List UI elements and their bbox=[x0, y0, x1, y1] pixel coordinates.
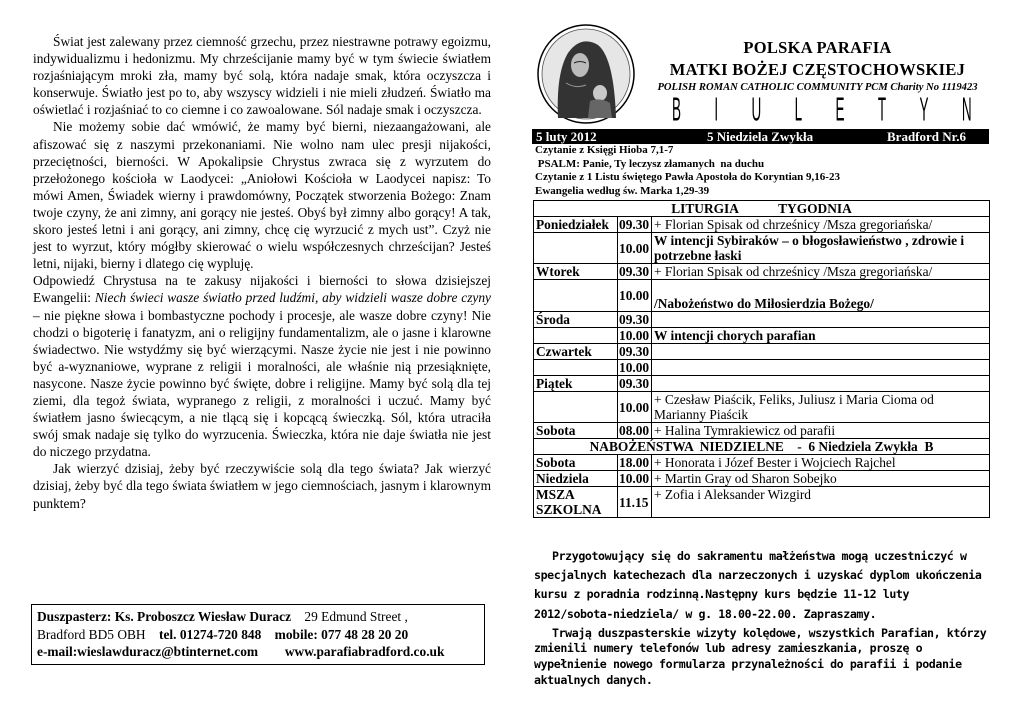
table-row bbox=[534, 328, 990, 344]
liturgy-table bbox=[533, 200, 990, 518]
title-line2: MATKI BOŻEJ CZĘSTOCHOWSKIEJ bbox=[669, 60, 966, 79]
day-cell: Niedziela bbox=[534, 471, 618, 487]
time-cell: 10.00 bbox=[618, 328, 652, 344]
table-row bbox=[534, 423, 990, 439]
announcement-course: Przygotowujący się do sakramentu małżeństwa mogą uczestniczyć w specjalnych katechezach dla narzeczonych i uzyskać dyplom ukończenia kursu z poradnia rodzinną.Następny kurs będzie 11-12 luty 2012/sobota-niedziela/ w g. 18.00-22.00. Zapraszamy. bbox=[534, 549, 982, 621]
intention-cell: + Florian Spisak od chrześnicy /Msza gregoriańska/ bbox=[652, 217, 990, 233]
madonna-icon bbox=[536, 23, 636, 126]
table-row bbox=[534, 280, 990, 312]
table-row bbox=[534, 217, 990, 233]
homily-text-span: – nie piękne słowa i bombastyczne pochody i procesje, ale wasze dobre czyny! Nie chodzi o bigoterię i fanatyzm, ani o religijny fundamentalizm, ale o jasne i klarowne świadectwo. Nie wstydźmy się być wierzącymi. Nasze życie nie jest i nie powinno być a-wyznaniowe, wyprane z religii i moralności, ale właśnie nią przesiąknięte, nasycone. Nasze życie powinno być święte, dobre i religijne. Mamy być solą dla tej ziemi, dla tegoż świata, wypranego z religii, z moralności i uczuć. Mamy być światłem jasno świecącym, a nie tlącą się i kopcącą świeczką. Sól, która utraciła swój smak nadaje się tylko do wyrzucenia. Świeczka, która nie daje światła nie jest do niczego przydatna. bbox=[33, 307, 491, 460]
phone: tel. 01274-720 848 bbox=[159, 626, 262, 642]
table-row bbox=[534, 376, 990, 392]
time-cell: 09.30 bbox=[618, 264, 652, 280]
intention-cell bbox=[652, 376, 990, 392]
intention-cell: + Florian Spisak od chrześnicy /Msza gregoriańska/ bbox=[652, 264, 990, 280]
time-cell: 09.30 bbox=[618, 312, 652, 328]
biuletyn-letter: Y bbox=[919, 92, 929, 129]
sunday-header-text: NABOŻEŃSTWA NIEDZIELNE - 6 Niedziela Zwykła B bbox=[589, 439, 934, 454]
day-cell bbox=[534, 280, 618, 312]
bar-sunday: 5 Niedziela Zwykła bbox=[707, 129, 814, 144]
day-cell bbox=[534, 233, 618, 264]
bar-date: 5 luty 2012 bbox=[536, 129, 597, 144]
reading-item: Czytanie z Księgi Hioba 7,1-7 bbox=[535, 144, 674, 156]
reading-item: PSALM: Panie, Ty leczysz złamanych na duchu bbox=[535, 157, 765, 170]
liturgy-header-text: LITURGIA TYGODNIA bbox=[671, 201, 852, 216]
table-row bbox=[534, 264, 990, 280]
parish-title bbox=[640, 38, 995, 93]
table-row bbox=[534, 471, 990, 487]
biuletyn-letter: N bbox=[961, 92, 972, 129]
biuletyn-letter: B bbox=[672, 92, 682, 129]
intention-cell: W intencji chorych parafian bbox=[652, 328, 990, 344]
biuletyn-letter: E bbox=[835, 92, 845, 129]
biuletyn-letter: L bbox=[794, 92, 803, 129]
day-cell: Czwartek bbox=[534, 344, 618, 360]
table-row bbox=[534, 439, 990, 455]
intention-cell: /Nabożeństwo do Miłosierdzia Bożego/ bbox=[652, 280, 990, 312]
biuletyn-letter: I bbox=[714, 92, 719, 129]
email-link[interactable]: e-mail:wieslawduracz@btinternet.com bbox=[37, 644, 259, 659]
day-cell bbox=[534, 392, 618, 423]
announcements bbox=[534, 547, 989, 688]
intention-cell: + Honorata i Józef Bester i Wojciech Rajchel bbox=[652, 455, 990, 471]
contact-line bbox=[37, 626, 479, 644]
readings-list bbox=[535, 144, 840, 199]
table-row bbox=[534, 312, 990, 328]
day-cell: Piątek bbox=[534, 376, 618, 392]
intention-cell: + Czesław Piaścik, Feliks, Juliusz i Maria Cioma od Marianny Piaścik bbox=[652, 392, 990, 423]
contact-line bbox=[37, 643, 479, 661]
biuletyn-letter: T bbox=[877, 92, 887, 129]
intention-cell bbox=[652, 360, 990, 376]
table-row bbox=[534, 487, 990, 518]
time-cell: 09.30 bbox=[618, 344, 652, 360]
intention-cell bbox=[652, 312, 990, 328]
biuletyn-title bbox=[672, 92, 972, 129]
intention-cell: + Zofia i Aleksander Wizgird bbox=[652, 487, 990, 518]
table-row bbox=[534, 201, 990, 217]
intention-cell: + Halina Tymrakiewicz od parafii bbox=[652, 423, 990, 439]
day-cell: Sobota bbox=[534, 455, 618, 471]
day-cell: Sobota bbox=[534, 423, 618, 439]
mobile: mobile: 077 48 28 20 20 bbox=[274, 626, 409, 642]
homily-paragraph: Nie możemy sobie dać wmówić, że mamy być bierni, niezaangażowani, ale afiszować się z naszymi przekonaniami. Nie wolno nam ulec presji nijakości, przeciętności, bierności. W Apokalipsie Chrystus zwraca się z wyrzutem do przełożonego kościoła w Laodycei: „Aniołowi Kościoła w Laodycei napisz: To mówi Amen, Świadek wierny i prawdomówny, Początek stworzenia Bożego: Znam twoje czyny, że ani zimny, ani gorący nie jesteś. Obyś był zimny albo gorący! A tak, skoro jesteś letni i ani gorący, ani zimny, chcę cię wyrzucić z mych ust”. Czyż nie jest to wyrzut, który mógłby skierować o wielu współczesnych chrześcijan? Jesteś letni, nijaki, bierny i dlatego cię wypluję. bbox=[33, 119, 491, 272]
intention-cell bbox=[652, 344, 990, 360]
time-cell: 11.15 bbox=[618, 487, 652, 518]
time-cell: 10.00 bbox=[618, 360, 652, 376]
address-city: Bradford BD5 OBH bbox=[37, 626, 146, 642]
homily-paragraph bbox=[33, 272, 491, 460]
contact-box bbox=[31, 604, 485, 665]
day-cell bbox=[534, 328, 618, 344]
table-row bbox=[534, 344, 990, 360]
time-cell: 09.30 bbox=[618, 217, 652, 233]
announcement-visits: Trwają duszpasterskie wizyty kolędowe, wszystkich Parafian, którzy zmienili numery telefonów lub adresy zamieszkania, proszę o wypełnienie nowego formularza przynależności do parafii i podanie aktualnych danych. bbox=[534, 625, 987, 687]
time-cell: 10.00 bbox=[618, 392, 652, 423]
table-row bbox=[534, 392, 990, 423]
website-link[interactable]: www.parafiabradford.co.uk bbox=[284, 644, 445, 659]
homily-text bbox=[33, 33, 491, 512]
day-cell: Poniedziałek bbox=[534, 217, 618, 233]
homily-paragraph: Jak wierzyć dzisiaj, żeby być rzeczywiście solą dla tego świata? Jak wierzyć dzisiaj, żeby być dla tego świata światłem w jego ciemnościach, jasnym i klarownym punktem? bbox=[33, 461, 491, 511]
biuletyn-letter: U bbox=[751, 92, 762, 129]
time-cell: 10.00 bbox=[618, 280, 652, 312]
homily-paragraph: Świat jest zalewany przez ciemność grzechu, przez niestrawne potrawy egoizmu, indywidualizmu i hedonizmu. My chrześcijanie mamy być w tym świecie światłem rozjaśniającym mroki zła, mamy być solą, która nadaje smak, która oczyszcza i konserwuje. Światło jest po to, aby wszyscy widzieli i nie mieli złudzeń. Światło ma oświetlać i rozjaśniać to co ciemne i co zawoalowane. Sól nadaje smak i oczyszcza. bbox=[33, 34, 491, 118]
time-cell: 09.30 bbox=[618, 376, 652, 392]
homily-text-span: Odpowiedź Chrystusa na te zakusy nijakości i bierności to słowa dzisiejszej Ewangelii: bbox=[33, 273, 491, 306]
time-cell: 10.00 bbox=[618, 233, 652, 264]
time-cell: 08.00 bbox=[618, 423, 652, 439]
day-cell: Środa bbox=[534, 312, 618, 328]
address-street: 29 Edmund Street , bbox=[304, 609, 408, 624]
title-line1: POLSKA PARAFIA bbox=[743, 38, 892, 57]
reading-item: Ewangelia według św. Marka 1,29-39 bbox=[535, 185, 710, 198]
sunday-header bbox=[534, 439, 990, 455]
liturgy-header bbox=[534, 201, 990, 217]
date-bar bbox=[532, 129, 989, 144]
title-line3: POLISH ROMAN CATHOLIC COMMUNITY PCM Charity No 1119423 bbox=[657, 82, 978, 93]
contact-line bbox=[37, 608, 479, 626]
bar-place: Bradford Nr.6 bbox=[887, 129, 966, 144]
day-cell bbox=[534, 360, 618, 376]
time-cell: 18.00 bbox=[618, 455, 652, 471]
gospel-quote: Niech świeci wasze światło przed ludźmi, aby widzieli wasze dobre czyny bbox=[94, 290, 491, 306]
reading-item: Czytanie z 1 Listu świętego Pawła Apostoła do Koryntian 9,16-23 bbox=[535, 171, 840, 184]
time-cell: 10.00 bbox=[618, 471, 652, 487]
table-row bbox=[534, 455, 990, 471]
day-cell: Wtorek bbox=[534, 264, 618, 280]
table-row bbox=[534, 360, 990, 376]
intention-cell: + Martin Gray od Sharon Sobejko bbox=[652, 471, 990, 487]
day-cell: MSZA SZKOLNA bbox=[534, 487, 618, 518]
pastor-label: Duszpasterz: Ks. Proboszcz Wiesław Duracz bbox=[37, 609, 292, 624]
table-row bbox=[534, 233, 990, 264]
intention-cell: W intencji Sybiraków – o błogosławieństwo , zdrowie i potrzebne łaski bbox=[652, 233, 990, 264]
